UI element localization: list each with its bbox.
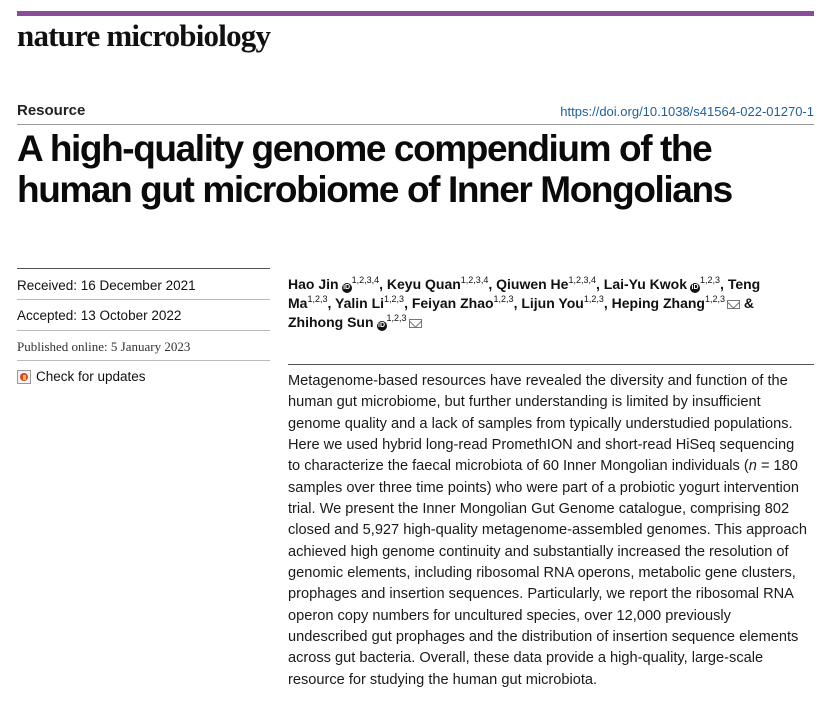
author[interactable] [496, 276, 596, 292]
author-affiliation: 1,2,3 [700, 275, 721, 285]
author-name: Qiuwen He [496, 276, 569, 292]
author-name: Yalin Li [335, 295, 385, 311]
author-name: Heping Zhang [611, 295, 705, 311]
author-separator: , [596, 276, 604, 292]
meta-divider [17, 299, 270, 300]
author-affiliation: 1,2,3,4 [568, 275, 596, 285]
journal-name[interactable]: nature microbiology [17, 18, 271, 53]
author-separator: , [513, 295, 522, 311]
article-type: Resource [17, 102, 86, 119]
author-name: Zhihong Sun [288, 314, 374, 330]
abstract-rule [288, 364, 814, 365]
doi-link[interactable]: https://doi.org/10.1038/s41564-022-01270-1 [560, 104, 814, 119]
published-date: Published online: 5 January 2023 [17, 339, 191, 354]
abstract-text-2: = 180 samples over three time points) who were part of a probiotic yogurt intervention trial. We present the Inner Mongolian Gut Genome catalogue, comprising 802 closed and 5,927 high-quality metagenome-assembled genomes. This approach achieved high genome continuity and substantially increased the resolution of genomic elements, including ribosomal RNA operons, metabolic gene clusters, prophages and insertion sequences. Particularly, we report the ribosomal RNA operon copy numbers for uncultured species, over 12,000 previously undescribed gut prophages and the distribution of insertion sequence elements across gut bacteria. Overall, these data provide a high-quality, large-scale resource for studying the human gut microbiota. [288, 458, 807, 688]
author-name: Lijun You [521, 295, 584, 311]
author-affiliation: 1,2,3 [704, 294, 725, 304]
author[interactable] [288, 276, 379, 292]
author-affiliation: 1,2,3 [493, 294, 514, 304]
meta-divider [17, 330, 270, 331]
header-divider [17, 124, 814, 125]
author[interactable] [387, 276, 488, 292]
author-affiliation: 1,2,3 [583, 294, 604, 304]
author-separator: , [379, 276, 387, 292]
author[interactable] [412, 295, 514, 311]
author-list [288, 275, 803, 332]
abstract-text-1: Metagenome-based resources have revealed the diversity and function of the human gut microbiome, but further understanding is limited by insufficient genome quality and a lack of samples from typically understudied populations. Here we used hybrid long-read PromethION and short-read HiSeq sequencing to characterize the faecal microbiota of 60 Inner Mongolian individuals ( [288, 373, 795, 475]
author-affiliation: 1,2,3 [386, 313, 407, 323]
author[interactable] [288, 314, 422, 330]
accepted-date: Accepted: 13 October 2022 [17, 308, 182, 323]
author[interactable] [604, 276, 720, 292]
author-separator: , [720, 276, 728, 292]
crossmark-icon [17, 370, 31, 384]
orcid-icon[interactable]: iD [691, 284, 699, 291]
author-name: Keyu Quan [386, 276, 461, 292]
check-for-updates-button[interactable] [17, 369, 146, 384]
journal-accent-bar [17, 11, 814, 16]
author-separator: & [740, 295, 754, 311]
author-affiliation: 1,2,3,4 [460, 275, 489, 285]
check-for-updates-label: Check for updates [36, 369, 146, 384]
author[interactable] [335, 295, 404, 311]
abstract [288, 371, 810, 691]
author-name: Teng Ma [288, 276, 761, 311]
author-name: Hao Jin [288, 276, 339, 292]
author-affiliation: 1,2,3 [384, 294, 405, 304]
email-icon[interactable] [409, 319, 422, 328]
author[interactable] [521, 295, 604, 311]
author-separator: , [488, 276, 497, 292]
article-title: A high-quality genome compendium of the human gut microbiome of Inner Mongolians [17, 128, 732, 210]
author-separator: , [327, 295, 336, 311]
orcid-icon[interactable]: iD [378, 322, 386, 329]
author-affiliation: 1,2,3,4 [351, 275, 380, 285]
meta-top-rule [17, 268, 270, 269]
meta-divider [17, 360, 270, 361]
author-name: Feiyan Zhao [411, 295, 494, 311]
abstract-n-symbol: n [748, 458, 757, 475]
author-separator: , [603, 295, 612, 311]
author-name: Lai-Yu Kwok [603, 276, 688, 292]
orcid-icon[interactable]: iD [343, 284, 351, 291]
author-separator: , [404, 295, 412, 311]
received-date: Received: 16 December 2021 [17, 278, 196, 293]
email-icon[interactable] [727, 300, 740, 309]
author-affiliation: 1,2,3 [307, 294, 328, 304]
author[interactable] [612, 295, 740, 311]
